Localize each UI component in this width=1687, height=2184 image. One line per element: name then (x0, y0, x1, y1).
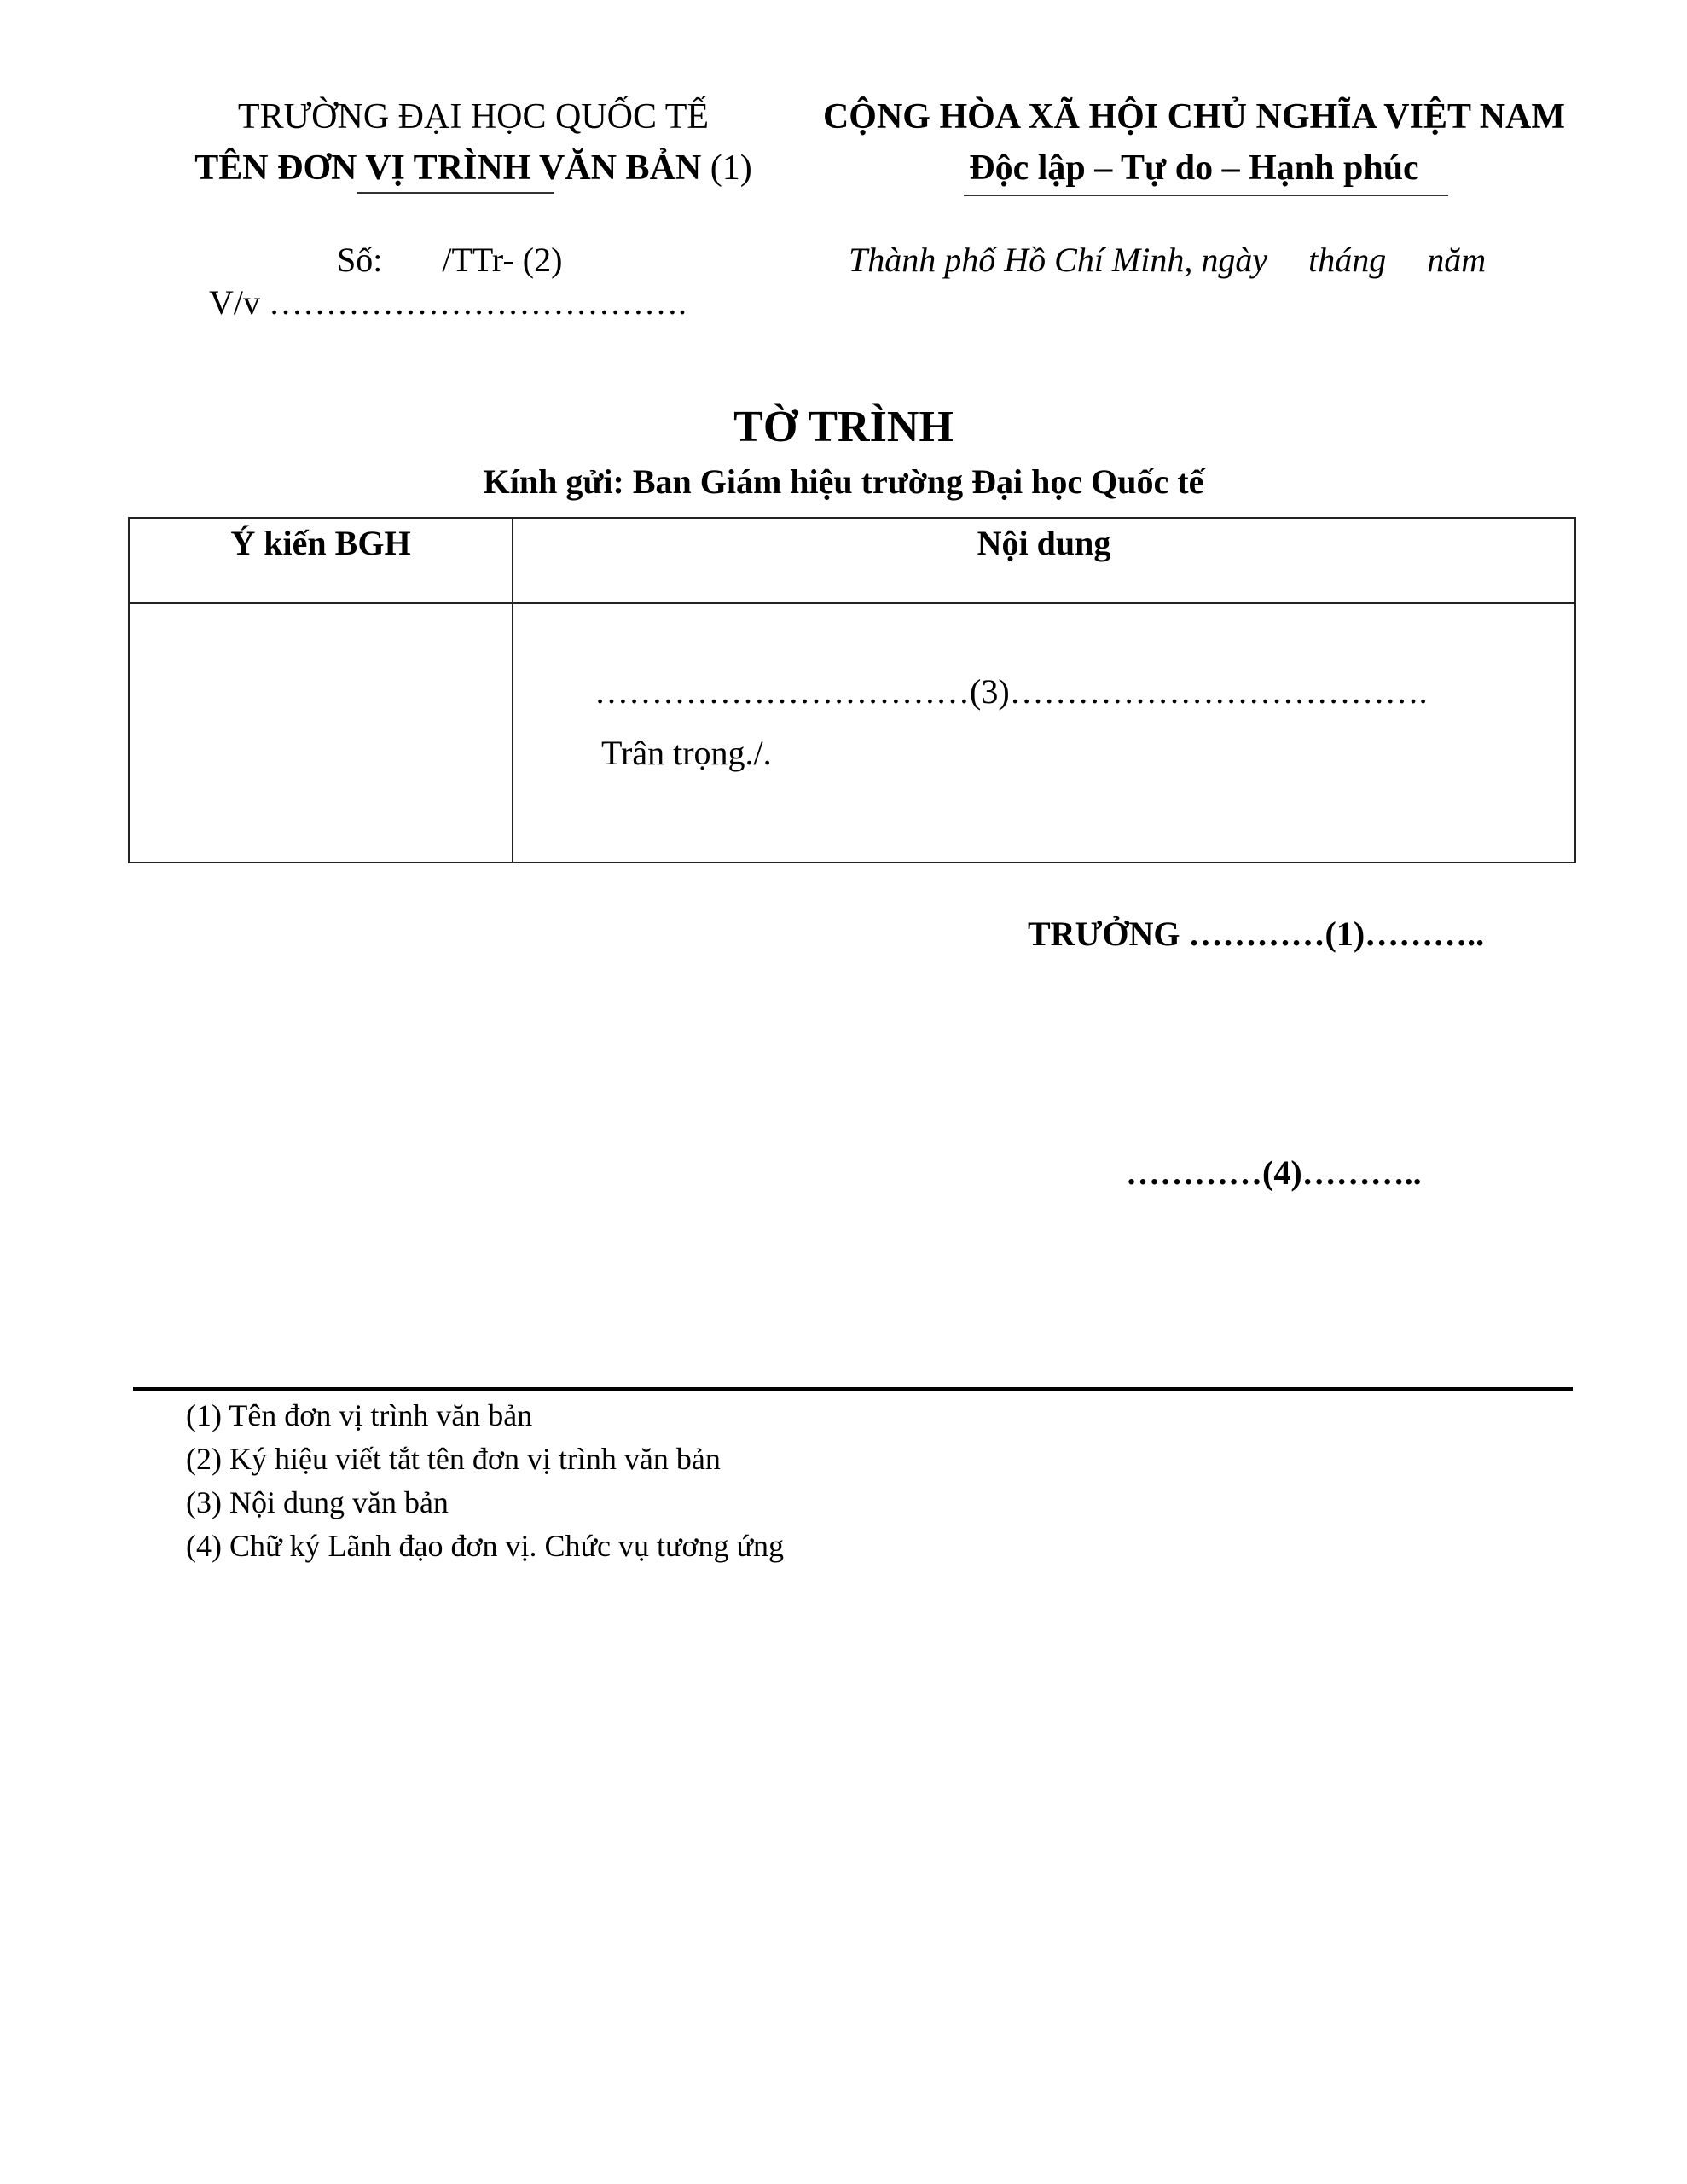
footnote-item: (4) Chữ ký Lãnh đạo đơn vị. Chức vụ tương ứng (186, 1529, 785, 1563)
document-number (337, 239, 562, 282)
footnote-item: (2) Ký hiệu viết tắt tên đơn vị trình văn bản (186, 1442, 721, 1476)
date-month: tháng (1308, 241, 1387, 279)
place-date (849, 239, 1486, 282)
recipient-line: Kính gửi: Ban Giám hiệu trường Đại học Quốc tế (483, 462, 1204, 501)
footnote-item: (1) Tên đơn vị trình văn bản (186, 1398, 533, 1432)
content-placeholder: ……………………………(3)………………………………. (594, 672, 1428, 711)
document-number-suffix: /TTr- (2) (442, 241, 563, 279)
document-title: TỜ TRÌNH (733, 403, 954, 451)
closing-phrase: Trân trọng./. (601, 734, 772, 772)
place-day: Thành phố Hồ Chí Minh, ngày (849, 241, 1268, 279)
unit-name-underline (357, 192, 554, 194)
column-divider (512, 519, 513, 862)
footnote-list (186, 1394, 784, 1568)
country-name: CỘNG HÒA XÃ HỘI CHỦ NGHĨA VIỆT NAM (822, 97, 1566, 136)
signature-title: TRƯỞNG …………(1)……….. (1028, 915, 1485, 953)
footnote-item: (3) Nội dung văn bản (186, 1485, 449, 1519)
unit-name-line (136, 147, 810, 189)
footnote-separator (133, 1387, 1573, 1391)
header-divider (130, 602, 1574, 604)
signature-name: …………(4)……….. (1126, 1153, 1422, 1192)
national-motto: Độc lập – Tự do – Hạnh phúc (969, 148, 1419, 188)
document-number-label: Số: (337, 241, 383, 279)
unit-note: (1) (710, 148, 752, 188)
column-header-content: Nội dung (977, 524, 1111, 562)
column-header-opinion: Ý kiến BGH (230, 524, 411, 562)
institution-name: TRƯỜNG ĐẠI HỌC QUỐC TẾ (237, 97, 710, 136)
document-subject: V/v ………………………………. (209, 283, 687, 322)
unit-name: TÊN ĐƠN VỊ TRÌNH VĂN BẢN (194, 148, 702, 188)
content-table (128, 517, 1576, 863)
date-year: năm (1427, 241, 1487, 279)
motto-underline (964, 195, 1448, 196)
